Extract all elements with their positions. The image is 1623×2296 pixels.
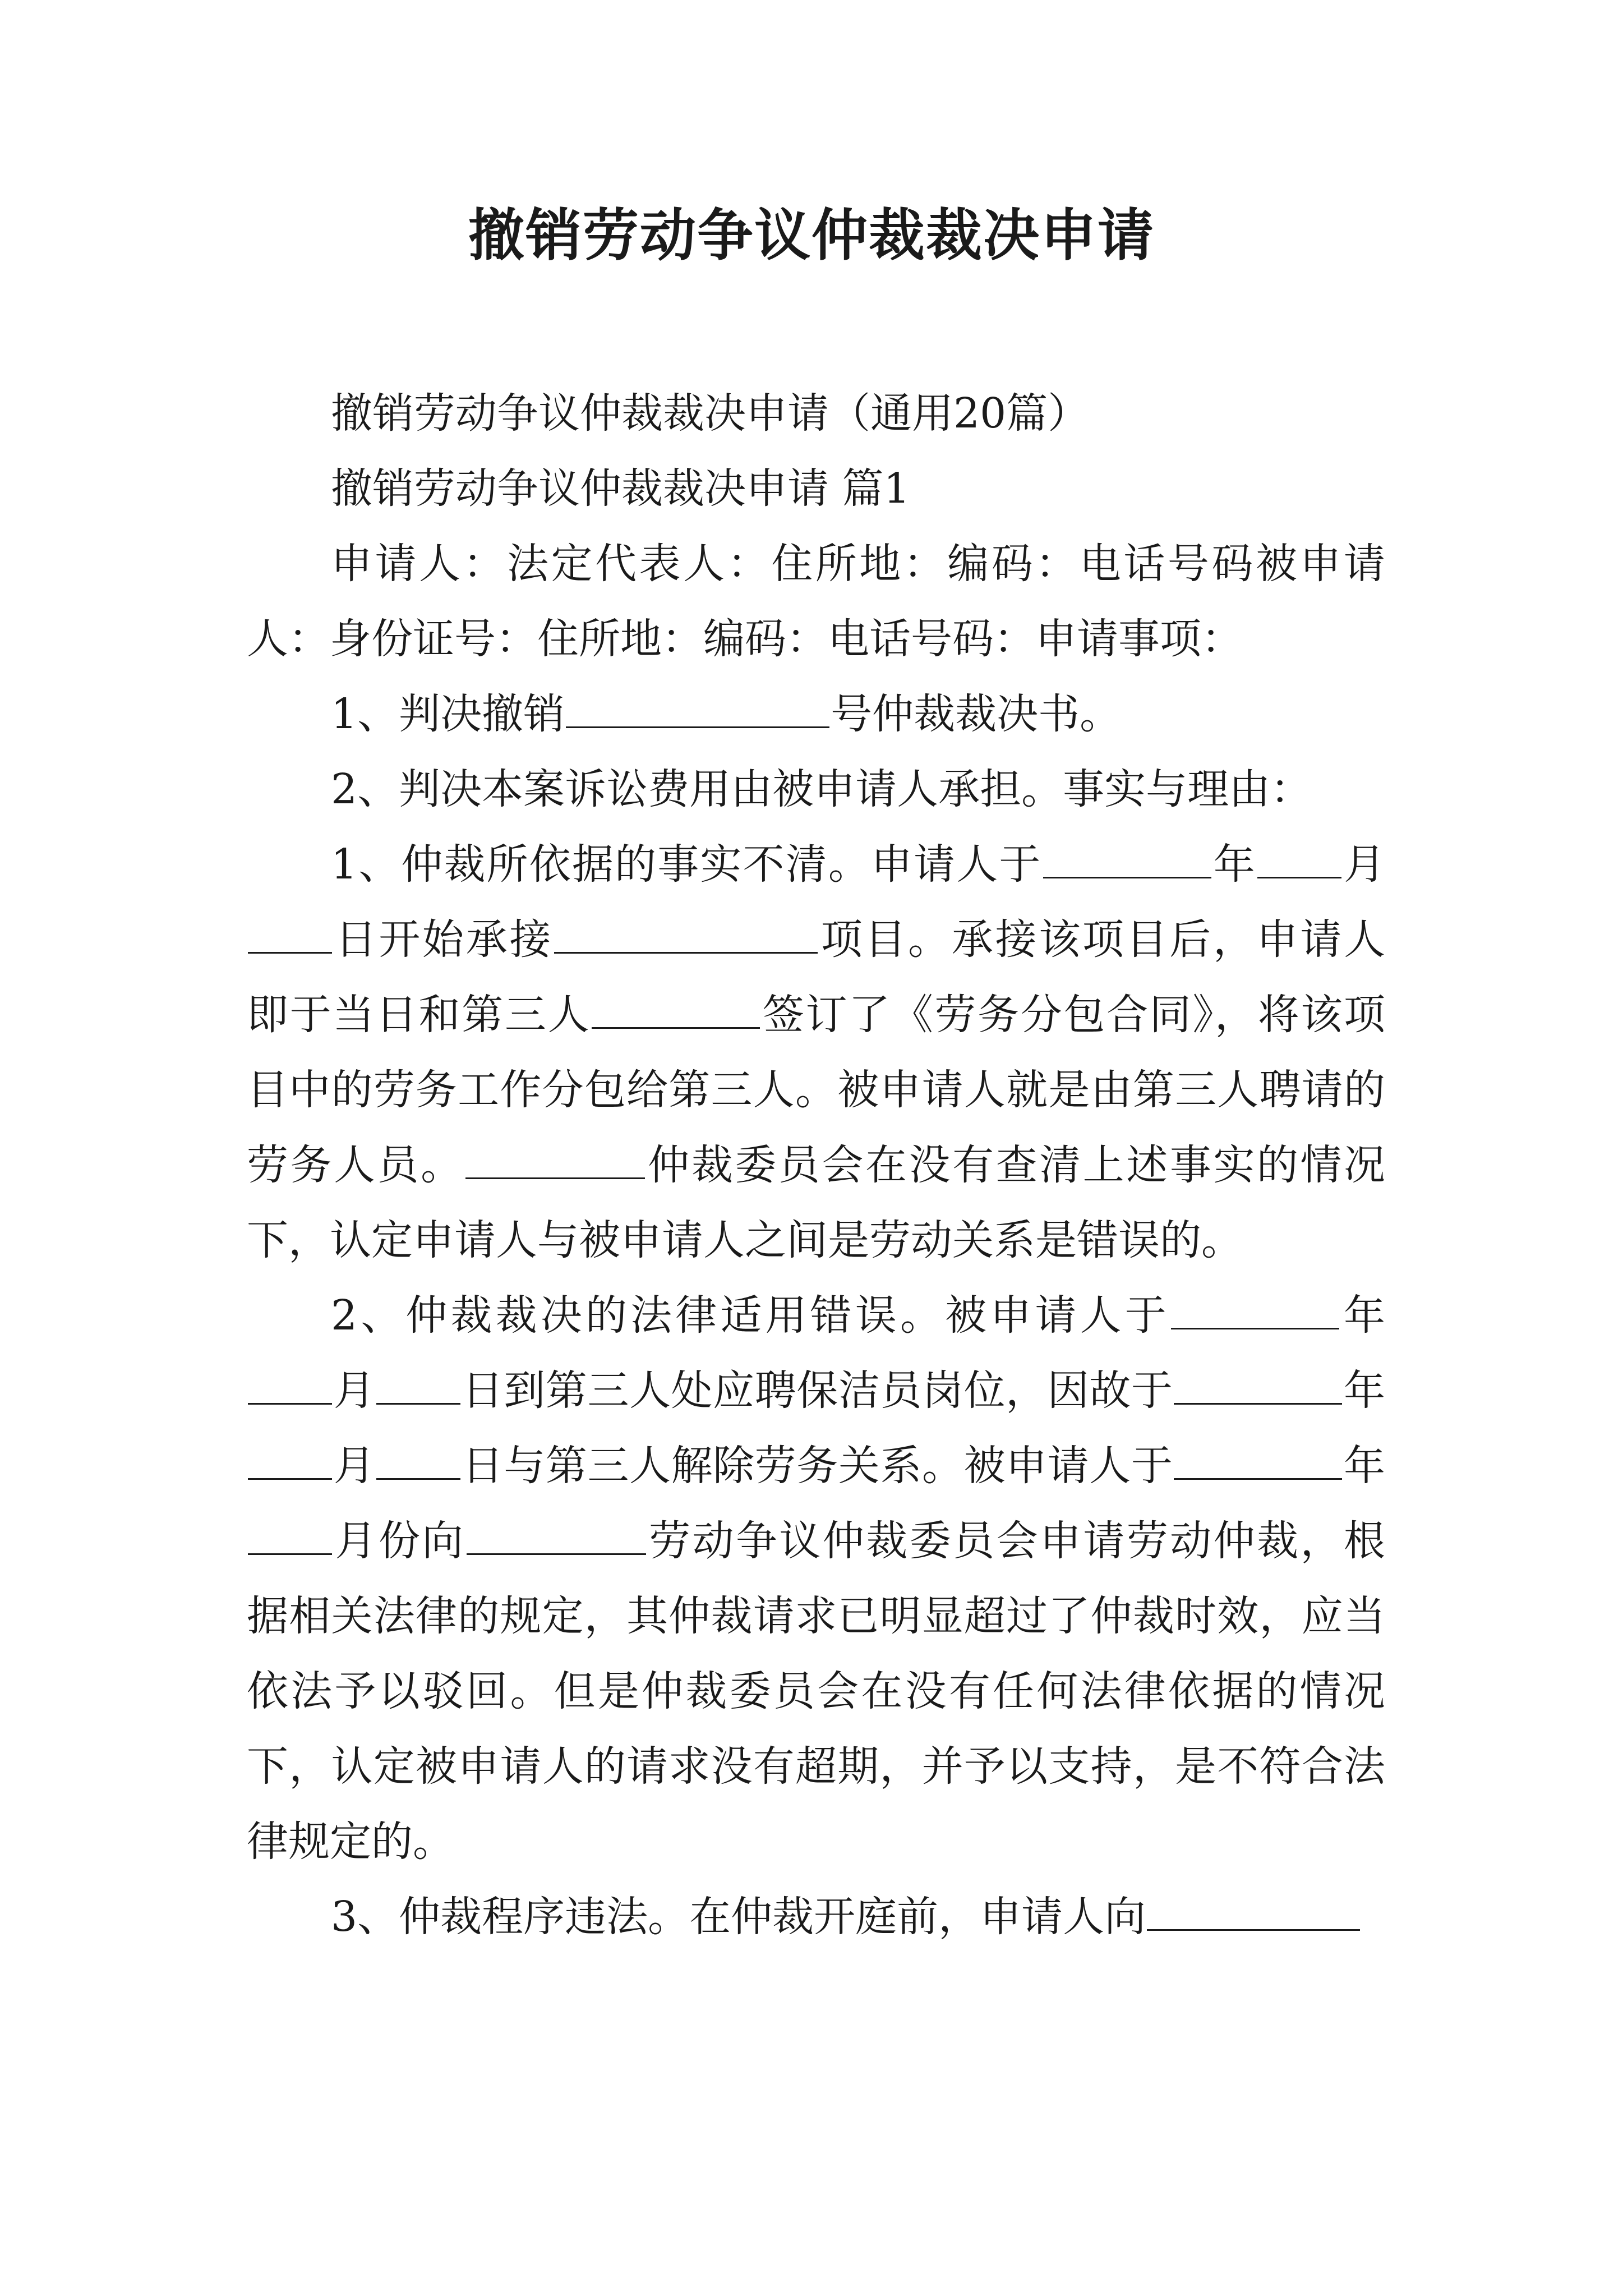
blank-line xyxy=(1043,835,1211,878)
text-segment: 月 xyxy=(333,1366,376,1415)
text-segment: 月 xyxy=(1342,840,1386,889)
request-item-2: 2、判决本案诉讼费用由被申请人承担。事实与理由： xyxy=(331,765,1312,813)
text-segment: 号仲裁裁决书。 xyxy=(831,690,1122,738)
text-segment: 月份向 xyxy=(333,1517,465,1565)
blank-line xyxy=(1174,1361,1342,1405)
text-segment: 日到第三人处应聘保洁员岗位，因故于 xyxy=(462,1366,1173,1415)
text-segment: 日开始承接 xyxy=(333,915,554,964)
blank-line xyxy=(467,1512,646,1555)
subtitle: 撤销劳动争议仲裁裁决申请（通用20篇） xyxy=(331,389,1090,438)
section-heading: 撤销劳动争议仲裁裁决申请 篇1 xyxy=(331,464,910,513)
text-segment: 年 xyxy=(1340,1291,1385,1340)
parties-paragraph: 申请人：法定代表人：住所地：编码：电话号码被申请人：身份证号：住所地：编码：电话号码：申请事项： xyxy=(247,540,1385,663)
blank-line xyxy=(248,1437,332,1480)
blank-line xyxy=(1147,1888,1360,1931)
text-segment: 年 xyxy=(1343,1366,1386,1415)
blank-line xyxy=(376,1361,460,1405)
text-segment: 月 xyxy=(333,1442,376,1490)
blank-line xyxy=(1257,835,1341,878)
reason-paragraph-1 xyxy=(247,827,1385,1278)
text-segment: 年 xyxy=(1343,1442,1386,1490)
text-segment: 日与第三人解除劳务关系。被申请人于 xyxy=(462,1442,1173,1490)
text-segment: 年 xyxy=(1212,840,1256,889)
text-segment: 3、仲裁程序违法。在仲裁开庭前，申请人向 xyxy=(331,1893,1146,1941)
document-body xyxy=(247,376,1385,1954)
blank-line xyxy=(465,1136,645,1179)
text-segment: 签订了《劳务分包合同》，将该项目中的劳务工作分包给第三人。被申请人就是由第三人聘请的劳务人员。 xyxy=(247,991,1385,1189)
text-segment: 项目。承接该项目后，申请人即于当日和第三人 xyxy=(247,915,1386,1039)
blank-line xyxy=(1174,1437,1342,1480)
blank-line xyxy=(554,910,818,954)
blank-line xyxy=(592,986,760,1029)
blank-line xyxy=(376,1437,460,1480)
text-segment: 仲裁委员会在没有查清上述事实的情况下，认定申请人与被申请人之间是劳动关系是错误的。 xyxy=(247,1141,1386,1264)
blank-line xyxy=(1171,1286,1339,1329)
reason-paragraph-2 xyxy=(247,1278,1385,1879)
text-segment: 1、判决撤销 xyxy=(331,690,565,738)
text-segment: 劳动争议仲裁委员会申请劳动仲裁，根据相关法律的规定，其仲裁请求已明显超过了仲裁时效，应当依法予以驳回。但是仲裁委员会在没有任何法律依据的情况下，认定被申请人的请求没有超期，并予以支持，是不符合法律规定的。 xyxy=(247,1517,1386,1866)
blank-line xyxy=(248,910,332,954)
text-segment: 2、仲裁裁决的法律适用错误。被申请人于 xyxy=(331,1291,1170,1340)
blank-line xyxy=(248,1512,332,1555)
request-item-1 xyxy=(247,677,1385,752)
blank-line xyxy=(566,685,829,728)
reason-paragraph-3 xyxy=(247,1879,1385,1954)
blank-line xyxy=(248,1361,332,1405)
document-title: 撤销劳动争议仲裁裁决申请 xyxy=(468,203,1155,268)
text-segment: 1、仲裁所依据的事实不清。申请人于 xyxy=(331,840,1042,889)
